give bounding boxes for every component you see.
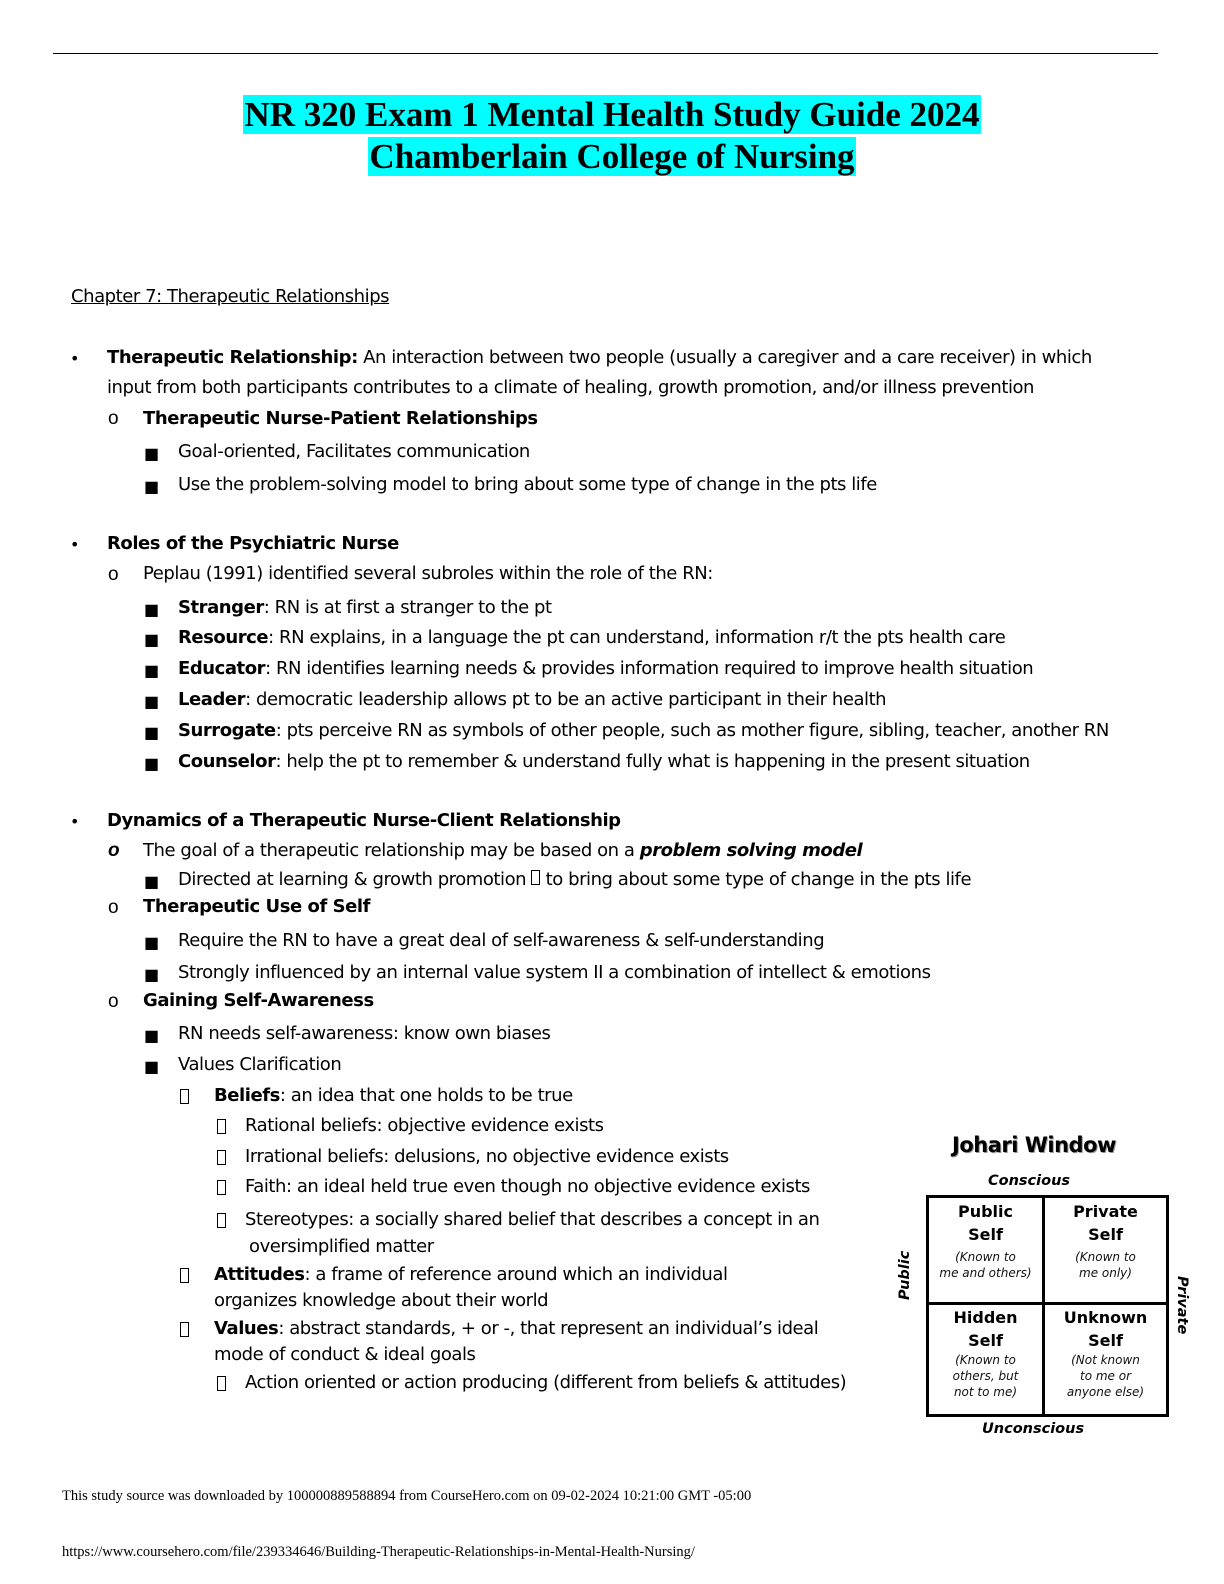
bullet-glyph-icon [180,1322,189,1337]
list-item: RN needs self-awareness: know own biases [178,1023,551,1044]
list-item: Action oriented or action producing (different from beliefs & attitudes) [245,1372,847,1393]
square-marker: ■ [144,1057,160,1076]
square-marker: ■ [144,477,160,496]
sub-marker: o [108,564,119,585]
bullet-marker: • [70,349,80,368]
sub-heading: Gaining Self-Awareness [143,990,374,1011]
johari-cell-private: Private Self (Known to me only) [1073,1202,1138,1280]
therapeutic-relationship-def-cont: input from both participants contributes to a climate of healing, growth promotion, and/or illness prevention [107,377,1035,398]
sub-marker: o [108,991,119,1012]
document-title: NR 320 Exam 1 Mental Health Study Guide 2024 [244,95,980,134]
list-item: Rational beliefs: objective evidence exists [245,1115,604,1136]
list-item: Strongly influenced by an internal value system II a combination of intellect & emotions [178,962,931,983]
square-marker: ■ [144,872,160,891]
johari-cell-public: Public Self (Known to me and others) [939,1202,1032,1280]
square-marker: ■ [144,1026,160,1045]
list-item: Irrational beliefs: delusions, no objective evidence exists [245,1146,729,1167]
bullet-glyph-icon [217,1213,226,1228]
list-item-cont: organizes knowledge about their world [214,1290,549,1311]
role-item: Surrogate: pts perceive RN as symbols of other people, such as mother figure, sibling, teacher, another RN [178,720,1109,741]
source-url-link[interactable]: https://www.coursehero.com/file/239334646/Building-Therapeutic-Relationships-in-Mental-Health-Nursing/ [62,1544,695,1560]
bullet-glyph-icon [180,1089,189,1104]
sub-marker: o [108,408,119,429]
johari-left-label: Public [897,1250,913,1300]
bullet-glyph-icon [217,1180,226,1195]
square-marker: ■ [144,692,160,711]
list-item: Values Clarification [178,1054,342,1075]
square-marker: ■ [144,723,160,742]
square-marker: ■ [144,661,160,680]
list-item: Peplau (1991) identified several subroles within the role of the RN: [143,563,713,584]
johari-cell-unknown: Unknown Self (Not known to me or anyone else) [1063,1308,1148,1399]
bullet-marker: • [70,812,80,831]
document-subtitle: Chamberlain College of Nursing [369,137,855,176]
list-item: Stereotypes: a socially shared belief that describes a concept in an [245,1209,820,1230]
square-marker: ■ [144,965,160,984]
role-item: Resource: RN explains, in a language the pt can understand, information r/t the pts health care [178,627,1006,648]
role-item: Stranger: RN is at first a stranger to the pt [178,597,552,618]
square-marker: ■ [144,933,160,952]
section-heading: Dynamics of a Therapeutic Nurse-Client Relationship [107,810,621,831]
list-item: The goal of a therapeutic relationship may be based on a problem solving model [143,840,863,861]
square-marker: ■ [144,600,160,619]
square-marker: ■ [144,754,160,773]
list-item: Directed at learning & growth promotion to bring about some type of change in the pts life [178,869,972,890]
johari-top-label: Conscious [988,1173,1071,1189]
list-item-cont: mode of conduct & ideal goals [214,1344,476,1365]
header-rule [53,53,1158,54]
square-marker: ■ [144,444,160,463]
list-item: Use the problem-solving model to bring about some type of change in the pts life [178,474,877,495]
bullet-glyph-icon [217,1150,226,1165]
section-heading: Roles of the Psychiatric Nurse [107,533,399,554]
bullet-glyph-icon [217,1119,226,1134]
bullet-glyph-icon [180,1268,189,1283]
sub-heading: Therapeutic Nurse-Patient Relationships [143,408,538,429]
list-item: Require the RN to have a great deal of self-awareness & self-understanding [178,930,825,951]
johari-window-title: Johari Window [952,1133,1116,1157]
list-item: Values: abstract standards, + or -, that represent an individual’s ideal [214,1318,819,1339]
list-item: Attitudes: a frame of reference around which an individual [214,1264,728,1285]
role-item: Counselor: help the pt to remember & understand fully what is happening in the present situation [178,751,1030,772]
square-marker: ■ [144,630,160,649]
bullet-marker: • [70,535,80,554]
sub-marker: o [108,897,119,918]
list-item: Goal-oriented, Facilitates communication [178,441,530,462]
johari-bottom-label: Unconscious [982,1421,1085,1437]
role-item: Leader: democratic leadership allows pt to be an active participant in their health [178,689,887,710]
johari-window-grid [926,1195,1169,1417]
list-item: Faith: an ideal held true even though no objective evidence exists [245,1176,810,1197]
sub-heading: Therapeutic Use of Self [143,896,371,917]
list-item-cont: oversimplified matter [249,1236,434,1257]
sub-marker: o [108,840,120,861]
role-item: Educator: RN identifies learning needs & provides information required to improve health situation [178,658,1034,679]
chapter-heading: Chapter 7: Therapeutic Relationships [71,286,390,307]
johari-right-label: Private [1174,1276,1190,1335]
johari-cell-hidden: Hidden Self (Known to others, but not to me) [952,1308,1019,1399]
bullet-glyph-icon [217,1376,226,1391]
therapeutic-relationship-def: Therapeutic Relationship: An interaction between two people (usually a caregiver and a care receiver) in which [107,347,1092,368]
download-notice: This study source was downloaded by 100000889588894 from CourseHero.com on 09-02-2024 10:21:00 GMT -05:00 [62,1488,752,1504]
list-item: Beliefs: an idea that one holds to be true [214,1085,573,1106]
